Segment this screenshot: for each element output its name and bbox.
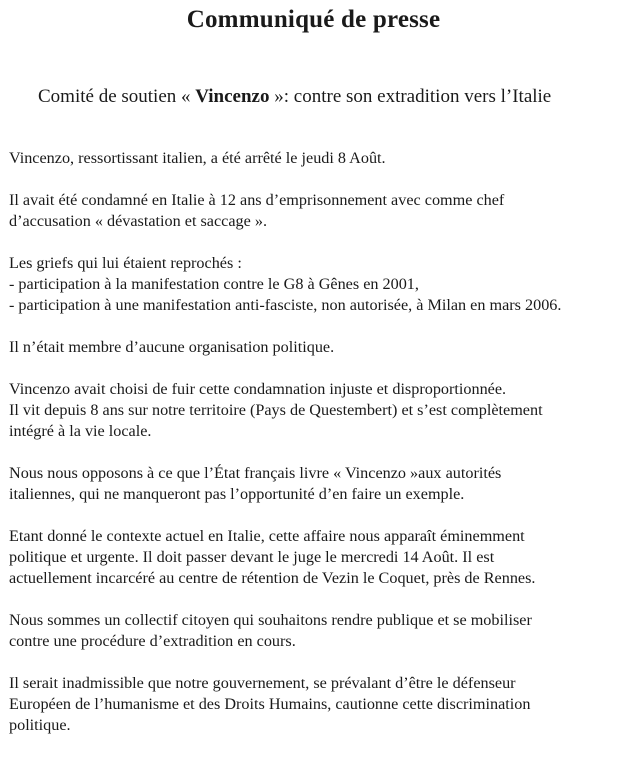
- paragraph-line: Nous sommes un collectif citoyen qui souhaitons rendre publique et se mobiliser: [9, 611, 532, 629]
- paragraph-line: intégré à la vie locale.: [9, 422, 152, 440]
- paragraph-line: actuellement incarcéré au centre de rétention de Vezin le Coquet, près de Rennes.: [9, 569, 536, 587]
- subtitle: [38, 86, 551, 108]
- paragraph-line: Vincenzo, ressortissant italien, a été arrêté le jeudi 8 Août.: [9, 149, 386, 167]
- document-body: [9, 148, 609, 757]
- paragraph-line: - participation à la manifestation contre le G8 à Gênes en 2001,: [9, 275, 419, 293]
- paragraph-line: politique.: [9, 716, 71, 734]
- paragraph-line: - participation à une manifestation anti-fasciste, non autorisée, à Milan en mars 2006.: [9, 296, 562, 314]
- paragraph-line: Il vit depuis 8 ans sur notre territoire (Pays de Questembert) et s’est complètement: [9, 401, 543, 419]
- paragraph: [9, 463, 609, 505]
- paragraph: [9, 610, 609, 652]
- paragraph: [9, 148, 609, 169]
- paragraph-line: politique et urgente. Il doit passer devant le juge le mercredi 14 Août. Il est: [9, 548, 495, 566]
- paragraph-line: Nous nous opposons à ce que l’État français livre « Vincenzo »aux autorités: [9, 464, 502, 482]
- paragraph-line: Européen de l’humanisme et des Droits Humains, cautionne cette discrimination: [9, 695, 531, 713]
- subtitle-suffix: »: contre son extradition vers l’Italie: [269, 86, 552, 107]
- paragraph: [9, 337, 609, 358]
- paragraph: [9, 379, 609, 442]
- paragraph-line: Il serait inadmissible que notre gouvernement, se prévalant d’être le défenseur: [9, 674, 516, 692]
- paragraph: [9, 673, 609, 736]
- paragraph-line: Il n’était membre d’aucune organisation politique.: [9, 338, 335, 356]
- page-title: Communiqué de presse: [186, 6, 441, 33]
- subtitle-name: Vincenzo: [195, 86, 270, 107]
- paragraph-line: Etant donné le contexte actuel en Italie, cette affaire nous apparaît éminemment: [9, 527, 525, 545]
- paragraph: [9, 526, 609, 589]
- paragraph-line: Vincenzo avait choisi de fuir cette condamnation injuste et disproportionnée.: [9, 380, 507, 398]
- paragraph: [9, 190, 609, 232]
- paragraph-line: italiennes, qui ne manqueront pas l’opportunité d’en faire un exemple.: [9, 485, 465, 503]
- paragraph-line: d’accusation « dévastation et saccage ».: [9, 212, 267, 230]
- paragraph-line: Il avait été condamné en Italie à 12 ans d’emprisonnement avec comme chef: [9, 191, 505, 209]
- paragraph-line: contre une procédure d’extradition en cours.: [9, 632, 296, 650]
- paragraph-line: Les griefs qui lui étaient reprochés :: [9, 254, 242, 272]
- subtitle-prefix: Comité de soutien «: [38, 86, 196, 107]
- paragraph: [9, 253, 609, 316]
